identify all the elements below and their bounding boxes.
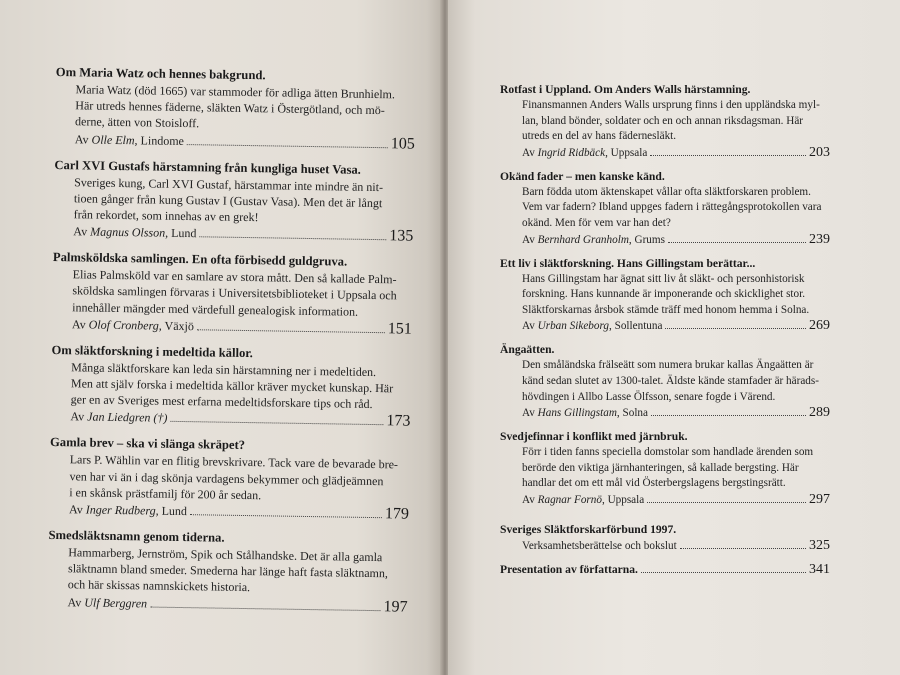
author-place: , Uppsala xyxy=(605,146,648,159)
author-place: , Växjö xyxy=(158,318,195,334)
dot-leader xyxy=(187,144,388,148)
toc-entry xyxy=(500,82,830,161)
entry-author-line: Av Ingrid Ridbäck , Uppsala 203 xyxy=(522,144,830,160)
toc-entry xyxy=(49,434,410,523)
dot-leader xyxy=(680,548,806,549)
entry-title: Ängaätten. xyxy=(500,343,555,357)
author-place: , Lund xyxy=(165,225,197,241)
entry-author-line: Av Inger Rudberg , Lund 179 xyxy=(68,502,410,523)
author-name: Olof Cronberg xyxy=(88,317,159,333)
author-name: Jan Liedgren (†) xyxy=(87,409,168,426)
toc-entry xyxy=(50,342,411,431)
toc-entry xyxy=(500,256,830,335)
dot-leader xyxy=(668,242,806,243)
entry-description: Barn födda utom äktenskapet vållar ofta släktforskaren problem. Vem var fadern? Ibland uppges fadern i rättegångsprotokollen vara okänd. Men för vem var han det? xyxy=(522,185,822,229)
entry-title: Carl XVI Gustafs härstamning från kungliga huset Vasa. xyxy=(54,157,362,177)
left-page xyxy=(0,0,445,675)
entry-title: Okänd fader – men kanske känd. xyxy=(500,169,665,183)
author-name: Ulf Berggren xyxy=(84,595,148,611)
entry-title: Om Maria Watz och hennes bakgrund. xyxy=(55,64,266,83)
toc-entry xyxy=(52,249,413,338)
entry-title: Sveriges Släktforskarförbund 1997. xyxy=(500,522,677,536)
dot-leader xyxy=(197,329,385,333)
author-place: , Grums xyxy=(628,233,665,246)
entry-author-line: Av Ulf Berggren 197 xyxy=(67,594,408,616)
entry-title: Svedjefinnar i konflikt med järnbruk. xyxy=(500,430,688,444)
entry-author-line: Av Ragnar Fornö , Uppsala 297 xyxy=(522,491,830,507)
entry-description: Maria Watz (död 1665) var stammoder för adliga ätten Brunhielm. Här utreds hennes fäderne, släkten Watz i Östergötland, och mö- derne, ätten von Stoisloff. xyxy=(74,82,396,131)
author-name: Hans Gillingstam xyxy=(537,407,617,420)
entry-title: Smedsläktsnamn genom tiderna. xyxy=(48,527,225,545)
page-number: 151 xyxy=(387,320,413,338)
author-place: , Uppsala xyxy=(601,493,645,506)
entry-title: Rotfast i Uppland. Om Anders Walls härstamning. xyxy=(500,83,751,96)
dot-leader xyxy=(150,606,380,611)
entry-author-line: Av Olof Cronberg , Växjö 151 xyxy=(71,317,413,338)
page-number: 135 xyxy=(389,227,414,245)
entry-author-line: Av Urban Sikeborg , Sollentuna 269 xyxy=(522,318,830,334)
entry-description: Sveriges kung, Carl XVI Gustaf, härstammar inte mindre än nit- tioen gånger från kung Gustav I (Gustav Vasa). Men det är långt från rekordet, som innehas av en grek! xyxy=(73,174,384,225)
toc-entry xyxy=(500,169,830,248)
entry-description: Den småländska frälseätt som numera brukar kallas Ängaätten är känd sedan slutet av 1300-talet. Äldste kände stamfader är härads- hövdingen i Allbo Lasse Ölfsson, senare fogde i Värend. xyxy=(522,359,819,403)
page-number: 325 xyxy=(809,537,830,553)
author-place: , Lund xyxy=(155,503,188,519)
page-number: 297 xyxy=(809,491,830,507)
author-place: , Sollentuna xyxy=(609,320,663,333)
author-name: Ragnar Fornö xyxy=(537,493,602,506)
entry-author-line: Av Bernhard Granholm , Grums 239 xyxy=(522,231,830,247)
entry-author-line: Av Jan Liedgren (†) 173 xyxy=(70,409,411,431)
page-number: 289 xyxy=(809,405,830,421)
entry-description: Finansmannen Anders Walls ursprung finns i den uppländska myl- lan, bland bönder, soldater och en och annan riksdagsman. Här utreds en del av hans fädernesläkt. xyxy=(522,99,820,143)
entry-title: Ett liv i släktforskning. Hans Gillingstam berättar... xyxy=(500,256,756,270)
entry-title: Om släktforskning i medeltida källor. xyxy=(51,342,254,360)
dot-leader xyxy=(665,328,806,329)
entry-description: Förr i tiden fanns speciella domstolar som handlade ärenden som berörde den viktiga järnhanteringen, så kallade bergsting. Här handlar det om ett mål vid Österbergslagens bergstingsrätt. xyxy=(522,446,814,490)
entry-tail-line xyxy=(500,562,830,578)
author-name: Olle Elm xyxy=(91,132,135,147)
entry-author-line: Av Magnus Olsson , Lund 135 xyxy=(73,224,414,245)
page-number: 341 xyxy=(809,561,830,577)
author-place: , Lindome xyxy=(134,132,185,148)
entry-title: Palmsköldska samlingen. En ofta förbisedd guldgruva. xyxy=(52,250,348,269)
page-number: 173 xyxy=(386,412,411,431)
left-toc-column xyxy=(47,64,416,625)
dot-leader xyxy=(170,421,383,425)
page-number: 269 xyxy=(809,318,830,334)
entry-title: Presentation av författarna. xyxy=(500,562,638,576)
toc-entry xyxy=(47,527,408,616)
dot-leader xyxy=(199,236,386,240)
entry-author-line: Av Hans Gillingstam , Solna 289 xyxy=(522,405,830,421)
dot-leader xyxy=(190,514,382,518)
author-name: Ingrid Ridbäck xyxy=(537,146,606,159)
entry-description: Många släktforskare kan leda sin härstamning ner i medeltiden. Men att själv forska i medeltida källor kräver mycket kunskap. Här ger en av Sveriges mest erfarna medeltidsforskare tips och råd. xyxy=(70,360,394,412)
entry-title: Gamla brev – ska vi slänga skräpet? xyxy=(49,435,246,453)
dot-leader xyxy=(651,415,806,416)
entry-description: Lars P. Wählin var en flitig brevskrivare. Tack vare de bevarade bre- ven har vi än i dag skönja vardagens bekymmer och glädjeämnen i en skånsk prästfamilj för 200 år sedan. xyxy=(69,452,399,503)
page-number: 203 xyxy=(809,144,830,160)
entry-description: Verksamhetsberättelse och bokslut xyxy=(522,539,677,552)
page-number: 239 xyxy=(809,231,830,247)
entry-author-line: Av Olle Elm , Lindome 105 xyxy=(74,131,415,153)
entry-tail-line xyxy=(500,538,830,554)
toc-entry xyxy=(500,342,830,421)
entry-description: Elias Palmsköld var en samlare av stora mått. Den så kallade Palm- sköldska samlingen förvaras i Universitetsbiblioteket i Uppsala och innehåller mängder med värdefull genealogisk information. xyxy=(72,267,397,319)
author-name: Bernhard Granholm xyxy=(537,233,629,246)
author-name: Magnus Olsson xyxy=(90,224,166,240)
page-number: 179 xyxy=(384,505,410,523)
toc-entry xyxy=(55,64,416,153)
page-number: 197 xyxy=(383,597,408,616)
right-toc-column xyxy=(500,82,830,586)
right-page xyxy=(448,0,900,675)
toc-entry xyxy=(53,157,414,246)
dot-leader xyxy=(650,155,806,156)
author-place: , Solna xyxy=(616,407,648,420)
dot-leader xyxy=(647,502,806,503)
author-name: Urban Sikeborg xyxy=(537,320,610,333)
page-number: 105 xyxy=(390,134,415,153)
toc-entry-presentation xyxy=(500,562,830,578)
entry-description: Hans Gillingstam har ägnat sitt liv åt släkt- och personhistorisk forskning. Hans kunnande är imponerande och skicklighet stor. Släktforskarnas årsbok stämde träff med honom hemma i Solna. xyxy=(522,272,810,316)
toc-entry xyxy=(500,429,830,508)
toc-entry-forbund xyxy=(500,522,830,554)
entry-description: Hammarberg, Jernström, Spik och Stålhandske. Det är alla gamla släktnamn bland smeder. Smederna har länge haft fasta släktnamn, och här skissas namnskickets historia. xyxy=(67,545,389,595)
author-name: Inger Rudberg xyxy=(85,502,156,518)
dot-leader xyxy=(641,572,806,573)
